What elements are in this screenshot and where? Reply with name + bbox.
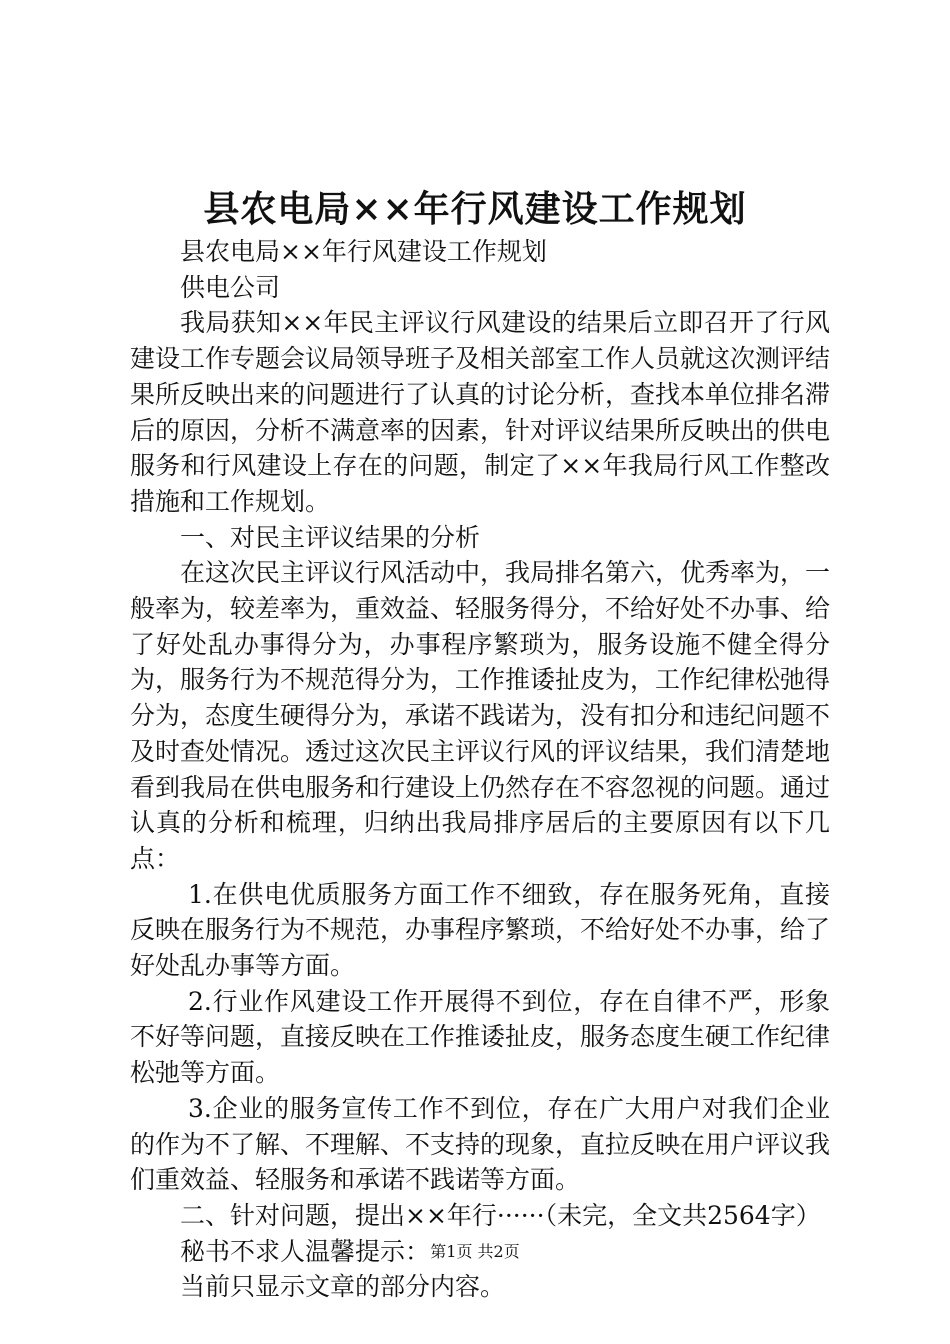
subtitle-paragraph: 县农电局××年行风建设工作规划 [180,237,547,266]
tip-heading: 秘书不求人温馨提示： [180,1236,431,1266]
document-title: 县农电局××年行风建设工作规划 [203,188,747,230]
point-1-paragraph: 1.在供电优质服务方面工作不细致，存在服务死角，直接反映在服务行为不规范，办事程序繁琐，不给好处不办事，给了好处乱办事等方面。 [130,879,831,981]
company-paragraph: 供电公司 [180,272,281,302]
tip-text: 当前只显示文章的部分内容。 [180,1272,506,1302]
point-2-paragraph: 2.行业作风建设工作开展得不到位，存在自律不严，形象不好等问题，直接反映在工作推诿扯皮，服务态度生硬工作纪律松弛等方面。 [130,986,831,1088]
section-heading-1: 一、对民主评议结果的分析 [180,522,481,552]
section-heading-2: 二、针对问题，提出××年行······（未完，全文共2564字） [180,1200,821,1230]
analysis-paragraph: 在这次民主评议行风活动中，我局排名第六，优秀率为，一般率为，较差率为，重效益、轻服务得分，不给好处不办事、给了好处乱办事得分为，办事程序繁琐为，服务设施不健全得分为，服务行为不规范得分为，工作推诿扯皮为，工作纪律松弛得分为，态度生硬得分为，承诺不践诺为，没有扣分和违纪问题不及时查处情况。透过这次民主评议行风的评议结果，我们清楚地看到我局在供电服务和行建设上仍然存在不容忽视的问题。通过认真的分析和梳理，归纳出我局排序居后的主要原因有以下几点： [130,558,831,873]
intro-paragraph: 我局获知××年民主评议行风建设的结果后立即召开了行风建设工作专题会议局领导班子及相关部室工作人员就这次测评结果所反映出来的问题进行了认真的讨论分析，查找本单位排名滞后的原因，分析不满意率的因素，针对评议结果所反映出的供电服务和行风建设上存在的问题，制定了××年我局行风工作整改措施和工作规划。 [130,308,831,516]
page-footer: 第1页 共2页 [430,1242,520,1261]
point-3-paragraph: 3.企业的服务宣传工作不到位，存在广大用户对我们企业的作为不了解、不理解、不支持的现象，直拉反映在用户评议我们重效益、轻服务和承诺不践诺等方面。 [130,1093,831,1195]
document-body [130,234,830,1305]
